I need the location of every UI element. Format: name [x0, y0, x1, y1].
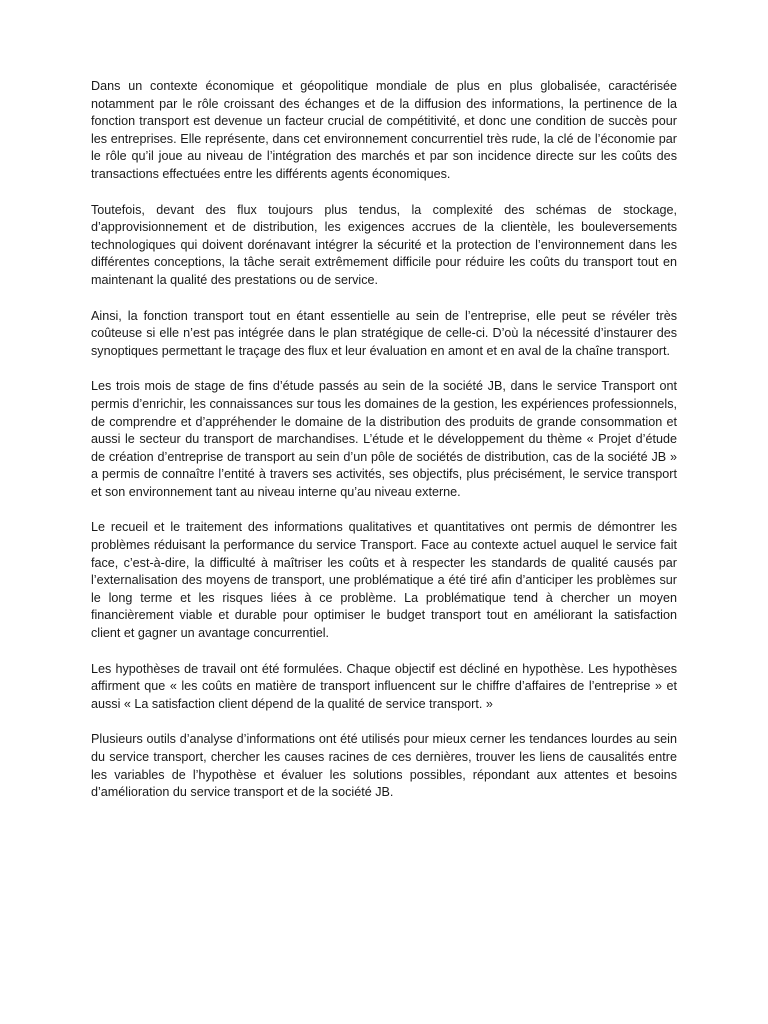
paragraph-7: Plusieurs outils d’analyse d’informations ont été utilisés pour mieux cerner les tendances lourdes au sein du service transport, chercher les causes racines de ces dernières, trouver les liens de causalités entre les variables de l’hypothèse et évaluer les solutions possibles, répondant aux attentes et besoins d’amélioration du service transport et de la société JB. [91, 732, 677, 800]
paragraph-5: Le recueil et le traitement des informations qualitatives et quantitatives ont permis de démontrer les problèmes réduisant la performance du service Transport. Face au contexte actuel auquel le service fait face, c’est-à-dire, la difficulté à maîtriser les coûts et à respecter les standards de qualité causés par l’externalisation des moyens de transport, une problématique a été tiré afin d’anticiper les problèmes sur le long terme et les risques liées à ce problème. La problématique tend à chercher un moyen financièrement viable et durable pour optimiser le budget transport tout en améliorant la satisfaction client et gagner un avantage concurrentiel. [91, 520, 677, 641]
paragraph-2: Toutefois, devant des flux toujours plus tendus, la complexité des schémas de stockage, d’approvisionnement et de distribution, les exigences accrues de la clientèle, les bouleversements technologiques qui doivent dorénavant intégrer la sécurité et la protection de l’environnement dans les différentes conceptions, la tâche serait extrêmement difficile pour réduire les coûts du transport tout en maintenant la qualité des prestations ou de service. [91, 202, 677, 287]
paragraph-3: Ainsi, la fonction transport tout en étant essentielle au sein de l’entreprise, elle peut se révéler très coûteuse si elle n’est pas intégrée dans le plan stratégique de celle-ci. D’où la nécessité d’instaurer des synoptiques permettant le traçage des flux et leur évaluation en amont et en aval de la chaîne transport. [91, 308, 677, 358]
paragraph-4: Les trois mois de stage de fins d’étude passés au sein de la société JB, dans le service Transport ont permis d’enrichir, les connaissances sur tous les domaines de la gestion, les expériences professionnels, de comprendre et d’appréhender le domaine de la distribution des produits de grande consommation et aussi le secteur du transport de marchandises. L’étude et le développement du thème « Projet d’étude de création d’entreprise de transport au sein d’un pôle de sociétés de distribution, cas de la société JB » a permis de connaître l’entité à travers ses activités, ses objectifs, plus précisément, le service transport et son environnement tant au niveau interne qu’au niveau externe. [91, 379, 677, 499]
paragraph-6: Les hypothèses de travail ont été formulées. Chaque objectif est décliné en hypothèse. Les hypothèses affirment que « les coûts en matière de transport influencent sur le chiffre d’affaires de l’entreprise » et aussi « La satisfaction client dépend de la qualité de service transport. » [91, 661, 677, 711]
paragraph-1: Dans un contexte économique et géopolitique mondiale de plus en plus globalisée, caractérisée notamment par le rôle croissant des échanges et de la diffusion des informations, la pertinence de la fonction transport est devenue un facteur crucial de compétitivité, et donc une condition de succès pour les entreprises. Elle représente, dans cet environnement concurrentiel très rude, la clé de l’économie par le rôle qu’il joue au niveau de l’intégration des marchés et par son incidence directe sur les coûts des transactions effectuées entre les différents agents économiques. [91, 79, 677, 181]
body-text [91, 78, 677, 820]
